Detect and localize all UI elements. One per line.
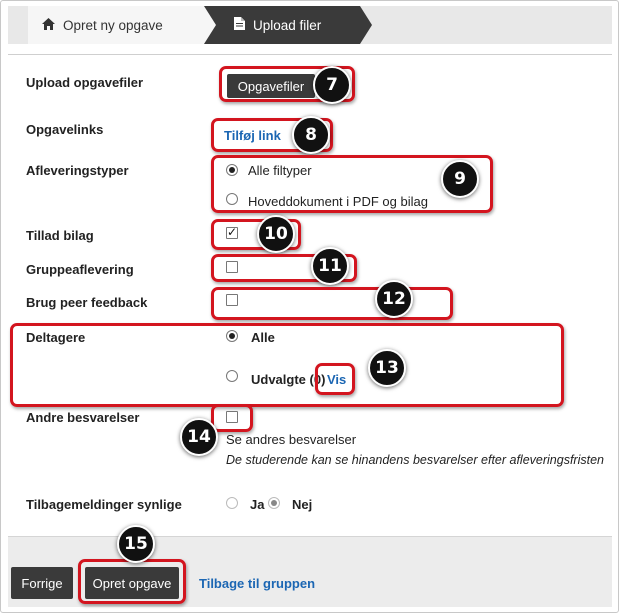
home-icon xyxy=(42,18,55,33)
add-link[interactable]: Tilføj link xyxy=(224,128,281,143)
breadcrumb xyxy=(8,6,612,44)
feedback-visible-label: Tilbagemeldinger synlige xyxy=(26,497,182,512)
radio-all-filetypes-label: Alle filtyper xyxy=(248,163,312,178)
radio-participants-all-label: Alle xyxy=(251,330,275,345)
radio-participants-selected-label: Udvalgte (0) xyxy=(251,372,326,387)
step-badge-7: 7 xyxy=(313,66,351,104)
create-task-button[interactable]: Opret opgave xyxy=(85,567,179,599)
upload-files-button[interactable]: Opgavefiler xyxy=(227,74,315,98)
step-badge-10: 10 xyxy=(257,215,295,253)
task-links-label: Opgavelinks xyxy=(26,122,104,137)
peer-feedback-checkbox[interactable] xyxy=(226,294,238,306)
other-submissions-checkbox[interactable] xyxy=(226,411,238,423)
other-submissions-hint: De studerende kan se hinandens besvarelser efter afleveringsfristen xyxy=(226,453,604,467)
back-to-group-link[interactable]: Tilbage til gruppen xyxy=(199,576,316,591)
file-icon xyxy=(234,17,245,33)
radio-feedback-no-label: Nej xyxy=(292,497,313,512)
breadcrumb-divider xyxy=(204,6,216,44)
breadcrumb-step-upload[interactable] xyxy=(204,6,360,44)
submission-types-label: Afleveringstyper xyxy=(26,163,129,178)
group-submission-checkbox[interactable] xyxy=(226,261,238,273)
radio-pdf-and-attachments[interactable] xyxy=(226,193,238,205)
highlight-peer-feedback xyxy=(211,287,453,320)
header-separator xyxy=(8,54,612,55)
highlight-participants xyxy=(10,323,564,407)
view-selected-link[interactable]: Vis xyxy=(327,372,347,387)
step-badge-14: 14 xyxy=(180,418,218,456)
breadcrumb-step-create-label: Opret ny opgave xyxy=(63,17,163,33)
step-badge-12: 12 xyxy=(375,280,413,318)
radio-feedback-no[interactable] xyxy=(268,497,280,509)
allow-attachments-checkbox[interactable] xyxy=(226,227,238,239)
other-submissions-label: Andre besvarelser xyxy=(26,410,140,425)
step-badge-11: 11 xyxy=(311,247,349,285)
allow-attachments-label: Tillad bilag xyxy=(26,228,94,243)
step-badge-15: 15 xyxy=(117,525,155,563)
radio-all-filetypes[interactable] xyxy=(226,164,238,176)
previous-button[interactable]: Forrige xyxy=(11,567,73,599)
radio-feedback-yes[interactable] xyxy=(226,497,238,509)
radio-feedback-yes-label: Ja xyxy=(250,497,265,512)
breadcrumb-step-upload-label: Upload filer xyxy=(253,17,322,33)
step-badge-9: 9 xyxy=(441,160,479,198)
step-badge-8: 8 xyxy=(292,116,330,154)
other-submissions-checkbox-label: Se andres besvarelser xyxy=(226,432,357,447)
breadcrumb-step-create[interactable] xyxy=(28,6,204,44)
participants-label: Deltagere xyxy=(26,330,86,345)
radio-participants-all[interactable] xyxy=(226,330,238,342)
step-badge-13: 13 xyxy=(368,349,406,387)
peer-feedback-label: Brug peer feedback xyxy=(26,295,148,310)
radio-pdf-and-attachments-label: Hoveddokument i PDF og bilag xyxy=(248,194,428,209)
upload-files-label: Upload opgavefiler xyxy=(26,75,144,90)
radio-participants-selected[interactable] xyxy=(226,370,238,382)
group-submission-label: Gruppeaflevering xyxy=(26,262,134,277)
